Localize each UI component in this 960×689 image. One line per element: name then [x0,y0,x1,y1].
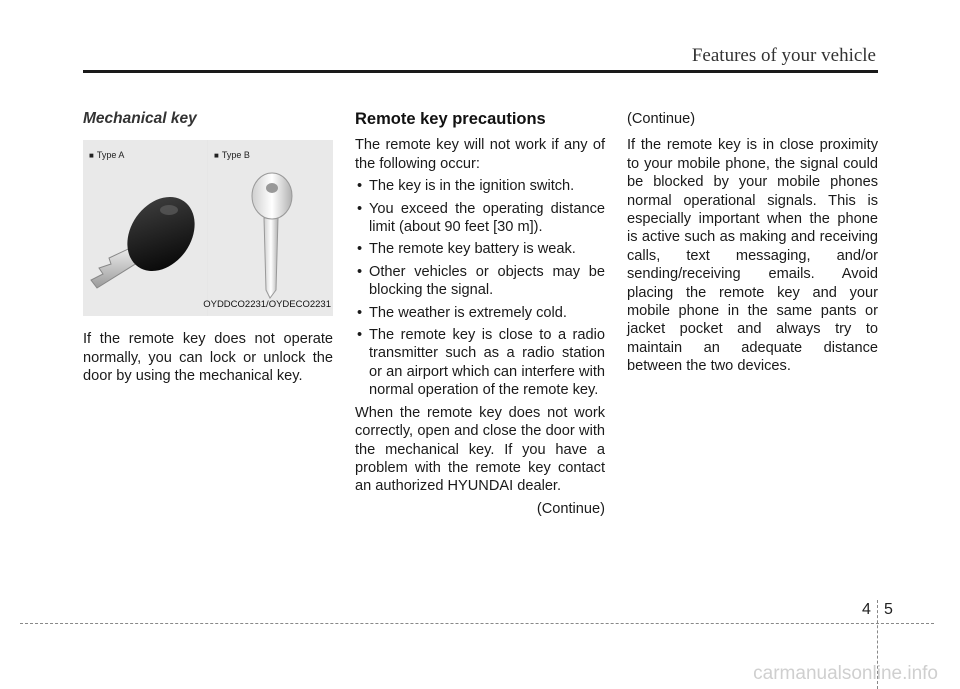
list-item: • The weather is extremely cold. [355,304,605,322]
remote-key-intro: The remote key will not work if any of the following occur: [355,137,605,172]
mobile-phone-body: If the remote key is in close proximity to your mobile phone, the signal could be blocked by your mobile phones normal operational signals. This is especially important when the phone is active such as making and receiving calls, text messaging, and/or sending/receiving emails. Avoid placing the remote key and your mobile phone in the same pants or jacket pocket and always try to maintain an adequate distance between the two devices. [627,137,878,375]
mechanical-key-body: If the remote key does not operate normally, you can lock or unlock the door by using the mechanical key. [83,331,333,385]
list-item: • You exceed the operating distance limit (about 90 feet [30 m]). [355,200,605,237]
type-b-panel [203,140,333,316]
list-item: • The remote key is close to a radio transmitter such as a radio station or an airport which can interfere with normal operation of the remote key. [355,326,605,400]
list-item: • The key is in the ignition switch. [355,177,605,195]
continue-label: (Continue) [536,500,605,517]
type-b-label: ■ Type B [214,150,250,161]
section-title: Features of your vehicle [691,45,876,66]
list-item: • Other vehicles or objects may be blocking the signal. [355,263,605,300]
type-a-label: ■ Type A [89,150,125,161]
type-a-panel [83,140,207,316]
remote-key-heading: Remote key precautions [355,110,546,128]
column-mechanical-key [83,110,333,386]
column-continued [627,110,878,376]
key-figure [83,140,333,316]
type-a-key-icon [83,140,207,316]
page-number: 5 [884,601,893,618]
column-remote-key-precautions [355,110,605,518]
footer-rule [20,623,934,624]
watermark: carmanualsonline.info [753,663,938,684]
header-rule [83,70,878,73]
figure-code: OYDDCO2231/OYDECO2231 [203,299,331,310]
type-b-key-icon [208,140,333,316]
mechanical-key-heading: Mechanical key [83,110,197,127]
continue-label: (Continue) [627,111,696,127]
remote-key-body: When the remote key does not work correctly, open and close the door with the mechanical key. If you have a problem with the remote key contact an authorized HYUNDAI dealer. [355,404,605,495]
precautions-list [355,177,605,399]
list-item: • The remote key battery is weak. [355,240,605,258]
chapter-number: 4 [862,601,871,618]
